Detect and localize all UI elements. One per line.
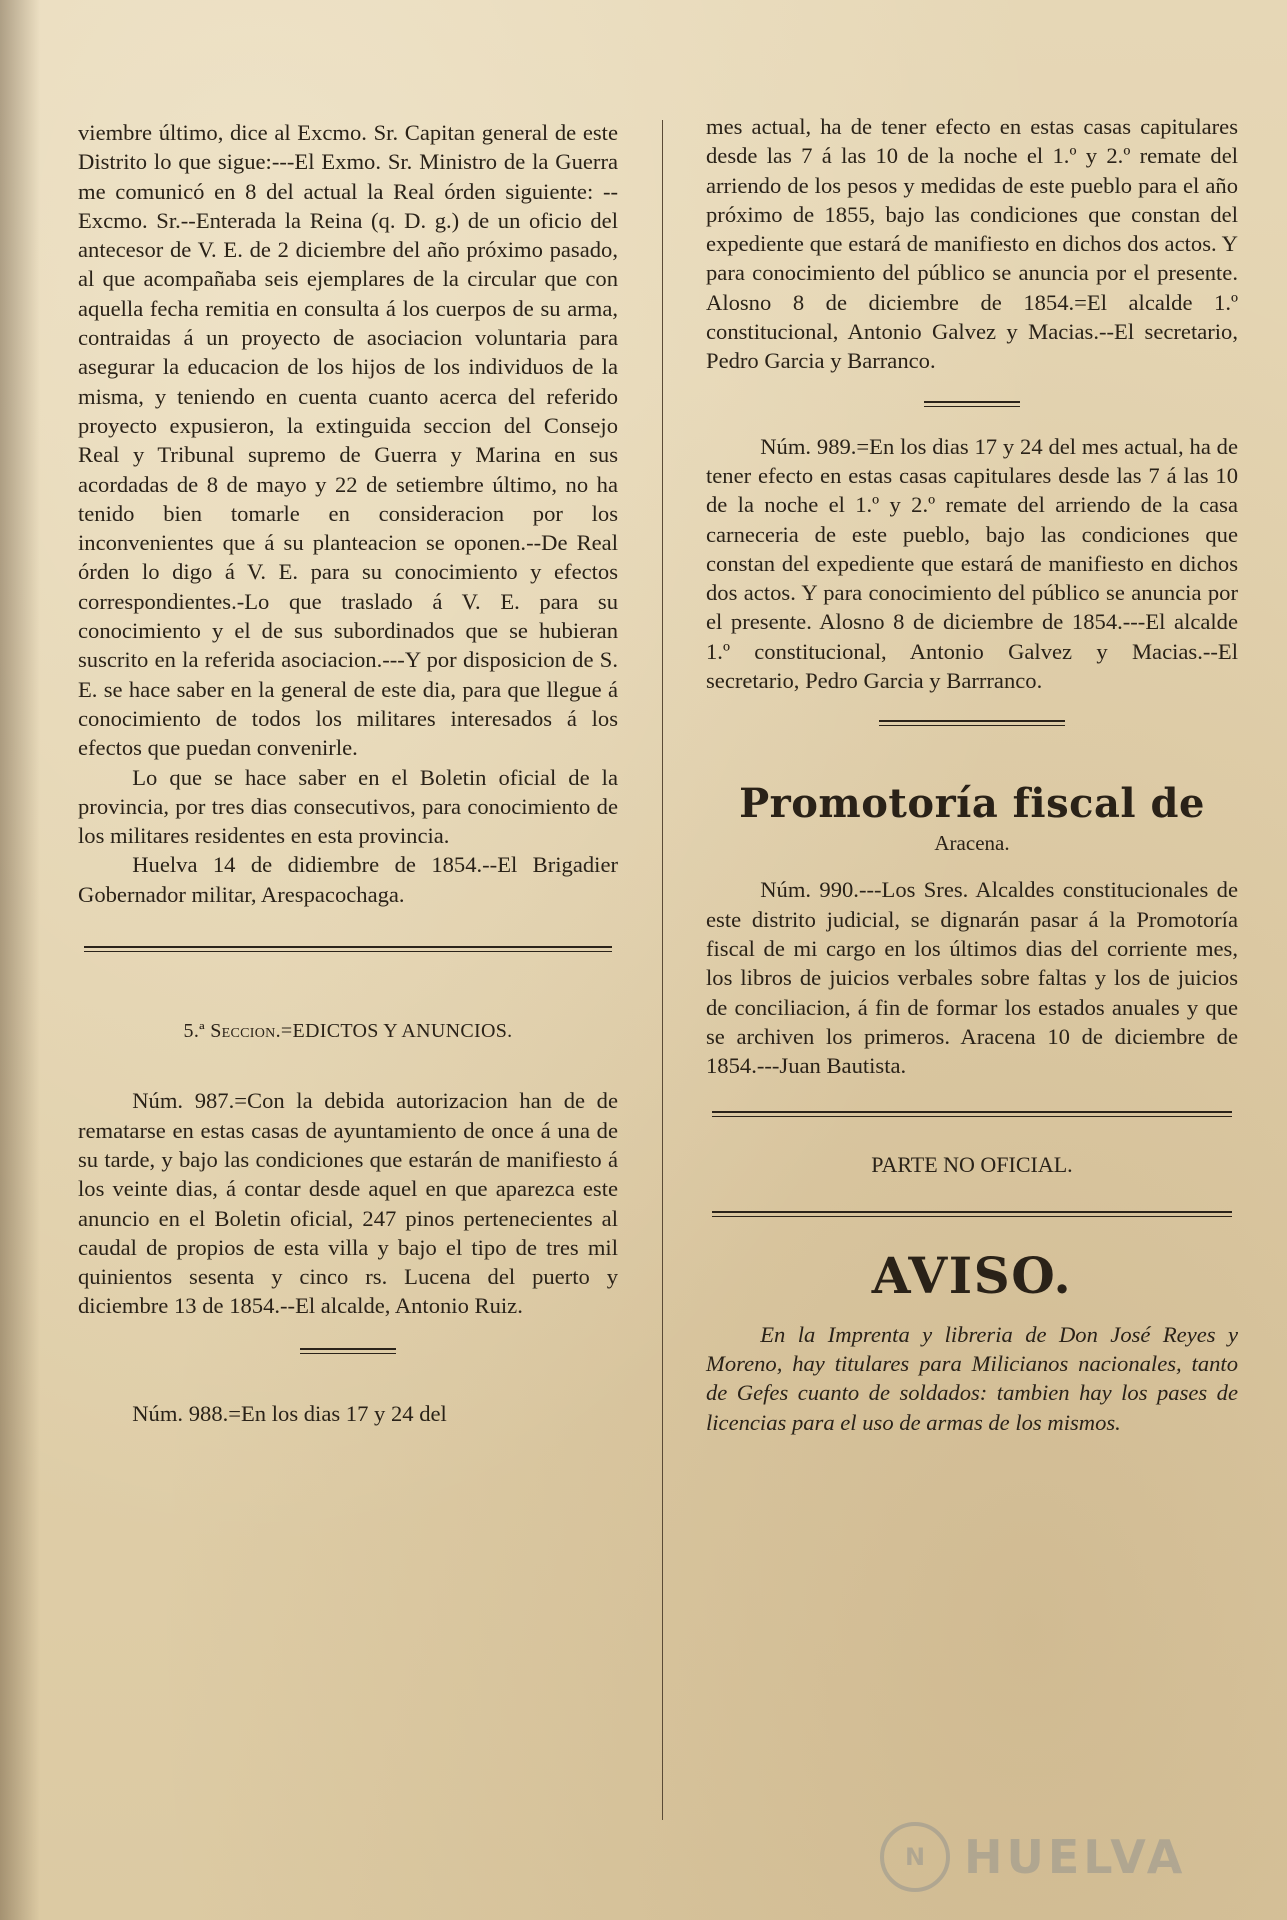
promotoria-place: Aracena. [934,831,1010,856]
right-column [706,112,1238,1437]
column-divider [662,120,663,1820]
parte-no-oficial: PARTE NO OFICIAL. [871,1152,1073,1178]
aviso-text: En la Imprenta y libreria de Don José Reyes y Moreno, hay titulares para Milicianos nacionales, tanto de Gefes cuanto de soldados: tambien hay los pases de licencias para el uso de armas de los mismos. [706,1321,1238,1435]
notice-988-continued: mes actual, ha de tener efecto en estas casas capitulares desde las 7 á las 10 de la noche el 1.º y 2.º remate del arriendo de los pesos y medidas de este pueblo para el año próximo de 1855, bajo las condiciones que constan del expediente que estará de manifiesto en dichos dos actos. Y para conocimiento del público se anuncia por el presente. Alosno 8 de diciembre de 1854.=El alcalde 1.º constitucional, Antonio Galvez y Macias.--El secretario, Pedro Garcia y Barranco. [706,114,1238,374]
huelva-signature: Huelva 14 de didiembre de 1854.--El Brigadier Gobernador militar, Arespacochaga. [78,852,618,907]
opening-paragraph: viembre último, dice al Excmo. Sr. Capitan general de este Distrito lo que sigue:---El Exmo. Sr. Ministro de la Guerra me comunicó en 8 del actual la Real órden siguiente: --Excmo. Sr.--Enterada la Reina (q. D. g.) de un oficio del antecesor de V. E. de 2 diciembre del año próximo pasado, al que acompañaba seis ejemplares de la circular que con aquella fecha remitia en consulta á los cuerpos de su arma, contraidas á un proyecto de asociacion voluntaria para asegurar la educacion de los hijos de los individuos de la misma, y teniendo en cuenta cuanto acerca del referido proyecto expusieron, la extinguida seccion del Consejo Real y Tribunal supremo de Guerra y Marina en sus acordadas de 8 de mayo y 22 de setiembre último, no ha tenido bien tomarle en consideracion por los inconvenientes que á su planteacion se oponen.--De Real órden lo digo á V. E. para su conocimiento y efectos correspondientes.-Lo que traslado á V. E. para su conocimiento y el de sus subordinados que se hubieran suscrito en la referida asociacion.---Y por disposicion de S. E. se hace saber en la general de este dia, para que llegue á conocimiento de todos los militares interesados á los efectos que puedan convenirle. [78,120,618,761]
separator-rule [78,945,618,955]
section-prefix: 5.ª Seccion. [183,1020,281,1043]
watermark-text: HUELVA [964,1830,1187,1884]
notice-988-start: Núm. 988.=En los dias 17 y 24 del [132,1400,447,1426]
aviso-title: AVISO. [871,1245,1073,1305]
boletin-notice: Lo que se hace saber en el Boletin oficial de la provincia, por tres dias consecutivos, para conocimiento de los militares residentes en esta provincia. [78,764,618,849]
mid-rule [879,719,1065,729]
short-rule [300,1347,396,1357]
section-title [78,1017,618,1046]
short-rule [924,400,1020,410]
watermark-badge-icon: N [880,1822,950,1892]
notice-990: Núm. 990.---Los Sres. Alcaldes constitucionales de este distrito judicial, se dignarán pasar á la Promotoría fiscal de mi cargo en los últimos dias del corriente mes, los libros de juicios verbales sobre faltas y los de juicios de conciliacion, á fin de formar los estados anuales y que se archiven los primeros. Aracena 10 de diciembre de 1854.---Juan Bautista. [706,877,1238,1079]
promotoria-heading: Promotoría fiscal de [739,780,1205,828]
notice-989: Núm. 989.=En los dias 17 y 24 del mes actual, ha de tener efecto en estas casas capitulares desde las 7 á las 10 de la noche el 1.º y 2.º remate del arriendo de la casa carneceria de este pueblo, bajo las condiciones que constan del expediente que estará de manifiesto en dichos dos actos. Y para conocimiento del público se anuncia por el presente. Alosno 8 de diciembre de 1854.---El alcalde 1.º constitucional, Antonio Galvez y Macias.--El secretario, Pedro Garcia y Barrranco. [706,433,1238,694]
left-column [78,118,618,1428]
separator-rule [706,1110,1238,1120]
page-edge-shadow [0,0,40,1920]
section-rest: =EDICTOS Y ANUNCIOS. [280,1020,513,1043]
notice-987: Núm. 987.=Con la debida autorizacion han de de rematarse en estas casas de ayuntamiento de once á una de su tarde, y bajo las condiciones que estarán de manifiesto á los veinte dias, á contar desde aquel en que aparezca este anuncio en el Boletin oficial, 247 pinos pertenecientes al caudal de propios de esta villa y bajo el tipo de tres mil quinientos sesenta y cinco rs. Lucena del puerto y diciembre 13 de 1854.--El alcalde, Antonio Ruiz. [78,1088,618,1319]
separator-rule [706,1210,1238,1220]
archive-watermark [880,1822,1240,1892]
